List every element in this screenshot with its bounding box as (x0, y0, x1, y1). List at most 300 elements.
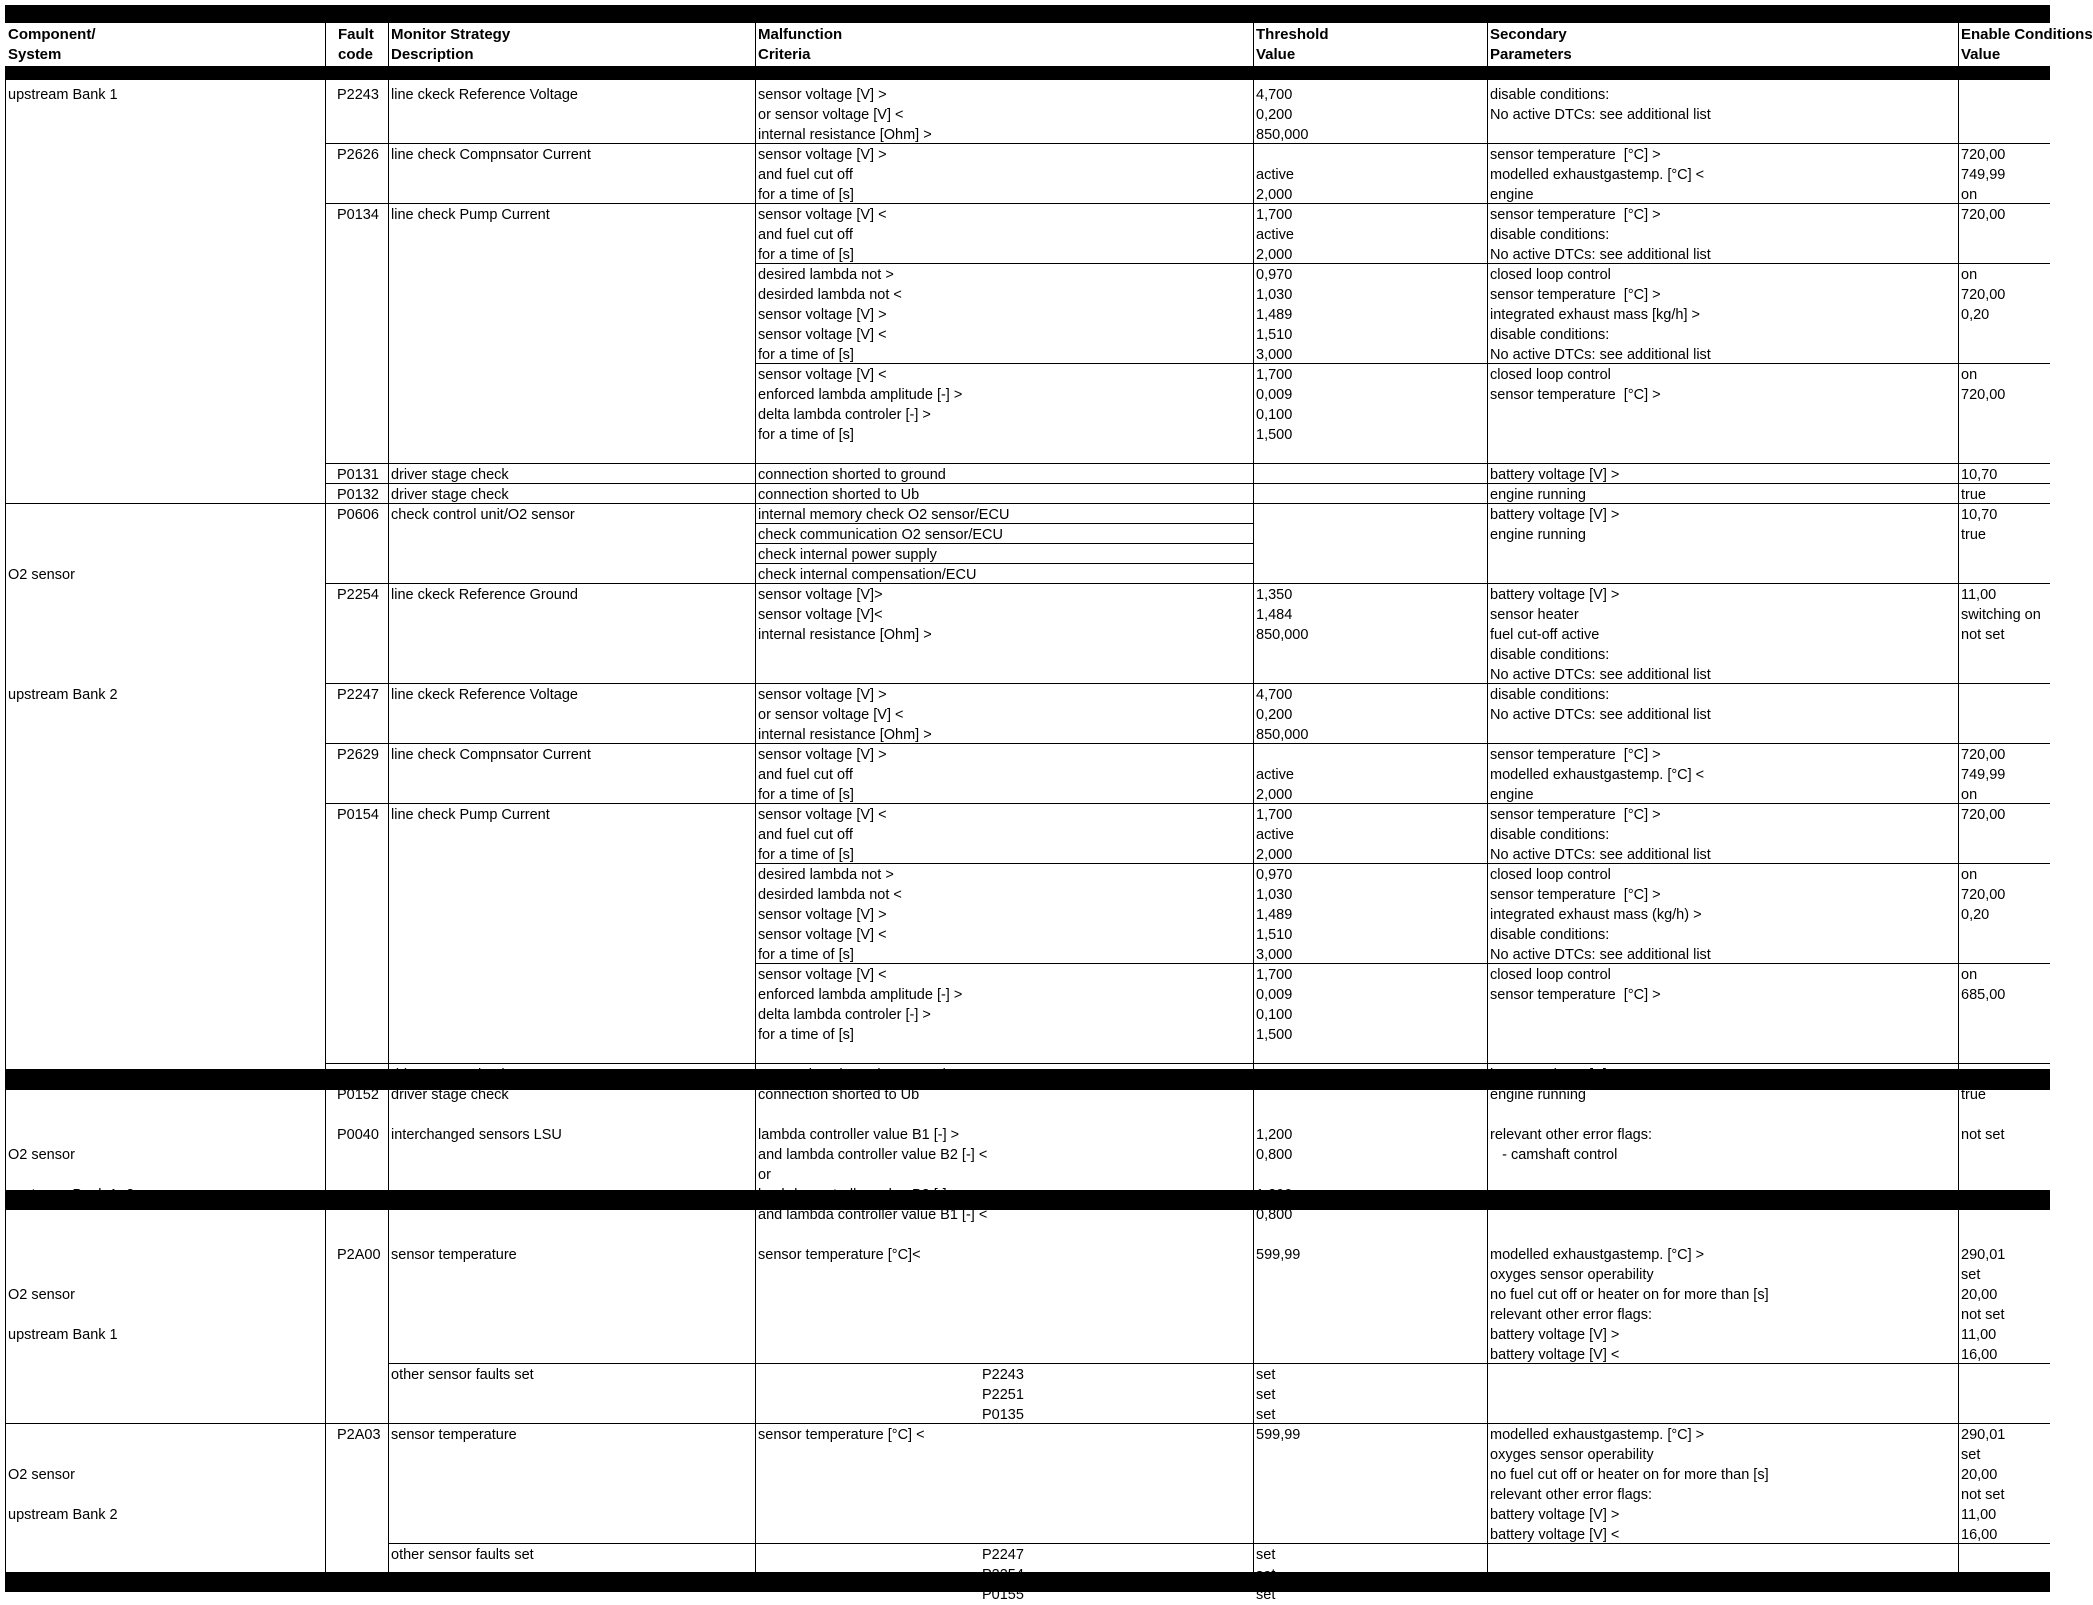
enable-value: 720,00 (1961, 887, 2006, 903)
column-divider (325, 80, 326, 1069)
malfunction-criterion: and fuel cut off (758, 767, 853, 783)
referenced-fault-code: P2254 (982, 1567, 1024, 1583)
referenced-fault-code: P2251 (982, 1387, 1024, 1403)
malfunction-criterion: sensor voltage [V] > (758, 687, 887, 703)
secondary-parameter: relevant other error flags: (1490, 1487, 1652, 1503)
monitor-description: driver stage check (391, 1067, 509, 1083)
threshold-value: 1,484 (1256, 607, 1293, 623)
header-criteria-line1: Malfunction (758, 26, 843, 43)
secondary-parameter: sensor temperature [°C] > (1490, 887, 1661, 903)
threshold-value: 4,700 (1256, 687, 1293, 703)
row-divider (325, 743, 2050, 744)
secondary-parameter: engine (1490, 187, 1534, 203)
row-divider (325, 143, 2050, 144)
fault-code: P2243 (337, 87, 379, 103)
enable-value: 0,20 (1961, 907, 1990, 923)
header-fault-line1: Fault (338, 26, 374, 43)
secondary-parameter: disable conditions: (1490, 327, 1610, 343)
referenced-fault-code: P2243 (982, 1367, 1024, 1383)
threshold-value: 0,009 (1256, 387, 1293, 403)
malfunction-criterion: or sensor voltage [V] < (758, 707, 904, 723)
threshold-value: 0,100 (1256, 1007, 1293, 1023)
threshold-value: 2,000 (1256, 187, 1293, 203)
enable-value: 290,01 (1961, 1247, 2006, 1263)
secondary-parameter: battery voltage [V] < (1490, 1527, 1620, 1543)
column-divider (1253, 1210, 1254, 1572)
secondary-parameter: battery voltage [V] < (1490, 1347, 1620, 1363)
secondary-parameter: sensor temperature [°C] > (1490, 147, 1661, 163)
malfunction-criterion: internal resistance [Ohm] > (758, 627, 932, 643)
malfunction-criterion: sensor voltage [V] > (758, 307, 887, 323)
fault-code: P2A00 (337, 1247, 381, 1263)
row-divider (325, 1083, 2050, 1084)
malfunction-criterion: desired lambda not > (758, 867, 894, 883)
row-divider (388, 1543, 2050, 1544)
malfunction-criterion: enforced lambda amplitude [-] > (758, 387, 963, 403)
secondary-parameter: No active DTCs: see additional list (1490, 707, 1711, 723)
malfunction-criterion: sensor voltage [V] > (758, 147, 887, 163)
threshold-value: active (1256, 227, 1294, 243)
secondary-parameter: - camshaft control (1490, 1147, 1618, 1163)
column-divider (388, 1090, 389, 1190)
threshold-value: set (1256, 1567, 1276, 1583)
header-column-divider (1958, 23, 1959, 66)
threshold-value: 1,200 (1256, 1127, 1293, 1143)
secondary-parameter: closed loop control (1490, 967, 1611, 983)
fault-code: P0606 (337, 507, 379, 523)
malfunction-criterion: sensor voltage [V] < (758, 807, 887, 823)
column-divider (1253, 1090, 1254, 1190)
malfunction-criterion: connection shorted to ground (758, 1067, 946, 1083)
separator-band (5, 1572, 2050, 1592)
secondary-parameter: integrated exhaust mass (kg/h) > (1490, 907, 1702, 923)
threshold-value: 1,200 (1256, 1187, 1293, 1203)
enable-value: 11,00 (1961, 1507, 1997, 1523)
fault-code: P0134 (337, 207, 379, 223)
monitor-description: driver stage check (391, 467, 509, 483)
secondary-parameter: No active DTCs: see additional list (1490, 847, 1711, 863)
malfunction-criterion: for a time of [s] (758, 847, 854, 863)
secondary-parameter: disable conditions: (1490, 87, 1610, 103)
subgroup-divider (755, 863, 2050, 864)
threshold-value: set (1256, 1407, 1276, 1423)
enable-value: 720,00 (1961, 807, 2006, 823)
fault-code: P0151 (337, 1067, 379, 1083)
secondary-parameter: sensor temperature [°C] > (1490, 807, 1661, 823)
threshold-value: 1,700 (1256, 807, 1293, 823)
malfunction-criterion: sensor voltage [V]< (758, 607, 883, 623)
column-divider (1958, 1210, 1959, 1572)
header-monitor-line1: Monitor Strategy (391, 26, 511, 43)
malfunction-criterion: sensor voltage [V] < (758, 367, 887, 383)
enable-value: 11,00 (1961, 1327, 1997, 1343)
malfunction-criterion: and fuel cut off (758, 827, 853, 843)
enable-value: set (1961, 1267, 1981, 1283)
secondary-parameter: battery voltage [V] > (1490, 587, 1620, 603)
secondary-parameter: No active DTCs: see additional list (1490, 107, 1711, 123)
secondary-parameter: no fuel cut off or heater on for more than [s] (1490, 1467, 1769, 1483)
malfunction-criterion: enforced lambda amplitude [-] > (758, 987, 963, 1003)
header-secondary-line2: Parameters (1490, 46, 1572, 63)
secondary-parameter: engine running (1490, 527, 1586, 543)
secondary-parameter: disable conditions: (1490, 227, 1610, 243)
malfunction-criterion: internal memory check O2 sensor/ECU (758, 507, 1010, 523)
threshold-value: 850,000 (1256, 627, 1309, 643)
malfunction-criterion: and fuel cut off (758, 167, 853, 183)
malfunction-criterion: sensor voltage [V] < (758, 967, 887, 983)
header-monitor-line2: Description (391, 46, 474, 63)
secondary-parameter: closed loop control (1490, 267, 1611, 283)
monitor-description: line ckeck Reference Ground (391, 587, 578, 603)
threshold-value: 0,970 (1256, 267, 1293, 283)
header-component-line1: Component/ (8, 26, 96, 43)
monitor-description: driver stage check (391, 1087, 509, 1103)
enable-value: switching on (1961, 607, 2041, 623)
malfunction-criterion: sensor voltage [V]> (758, 587, 883, 603)
referenced-fault-code: P2247 (982, 1547, 1024, 1563)
threshold-value: 2,000 (1256, 787, 1293, 803)
malfunction-criterion: or sensor voltage [V] < (758, 107, 904, 123)
threshold-value: set (1256, 1547, 1276, 1563)
enable-value: not set (1961, 1487, 2005, 1503)
monitor-description: interchanged sensors LSU (391, 1127, 562, 1143)
malfunction-criterion: delta lambda controler [-] > (758, 1007, 931, 1023)
secondary-parameter: disable conditions: (1490, 827, 1610, 843)
threshold-value: 1,489 (1256, 307, 1293, 323)
secondary-parameter: modelled exhaustgastemp. [°C] < (1490, 767, 1705, 783)
threshold-value: 1,700 (1256, 367, 1293, 383)
subgroup-divider (755, 963, 2050, 964)
malfunction-criterion: sensor temperature [°C] < (758, 1427, 925, 1443)
secondary-parameter: battery voltage [V] > (1490, 467, 1620, 483)
malfunction-criterion: sensor voltage [V] > (758, 747, 887, 763)
component-label: upstream Bank 2 (8, 1507, 118, 1523)
malfunction-criterion: internal resistance [Ohm] > (758, 727, 932, 743)
separator-band (5, 1069, 2050, 1090)
malfunction-criterion: sensor voltage [V] < (758, 207, 887, 223)
malfunction-criterion: for a time of [s] (758, 427, 854, 443)
enable-value: 16,00 (1961, 1527, 1998, 1543)
malfunction-criterion: connection shorted to Ub (758, 1087, 920, 1103)
row-divider (325, 463, 2050, 464)
malfunction-criterion: lambda controller value B2 [-] > (758, 1187, 960, 1203)
enable-value: set (1961, 1447, 1981, 1463)
secondary-parameter: engine running (1490, 1087, 1586, 1103)
enable-value: not set (1961, 1307, 2005, 1323)
enable-value: true (1961, 1087, 1986, 1103)
component-label: upstream Bank 1+2 (8, 1187, 135, 1203)
row-divider (325, 1063, 2050, 1064)
threshold-value: 0,970 (1256, 867, 1293, 883)
component-label: O2 sensor (8, 1287, 75, 1303)
enable-value: on (1961, 187, 1978, 203)
threshold-value: 3,000 (1256, 947, 1293, 963)
column-divider (1487, 80, 1488, 1069)
header-threshold-line1: Threshold (1256, 26, 1329, 43)
malfunction-criterion: lambda controller value B1 [-] > (758, 1127, 960, 1143)
malfunction-criterion: check internal power supply (758, 547, 937, 563)
enable-value: 0,20 (1961, 307, 1990, 323)
fault-code: P2626 (337, 147, 379, 163)
component-divider (5, 503, 325, 504)
threshold-value: 4,700 (1256, 87, 1293, 103)
column-divider (1487, 1210, 1488, 1572)
secondary-parameter: engine (1490, 787, 1534, 803)
threshold-value: set (1256, 1587, 1276, 1603)
enable-value: true (1961, 527, 1986, 543)
enable-value: 685,00 (1961, 987, 2006, 1003)
separator-band (5, 1190, 2050, 1210)
threshold-value: 599,99 (1256, 1247, 1301, 1263)
threshold-value: active (1256, 767, 1294, 783)
enable-value: on (1961, 967, 1978, 983)
secondary-parameter: modelled exhaustgastemp. [°C] > (1490, 1427, 1705, 1443)
column-divider (388, 80, 389, 1069)
secondary-parameter: engine running (1490, 487, 1586, 503)
threshold-value: 850,000 (1256, 127, 1309, 143)
malfunction-criterion: for a time of [s] (758, 187, 854, 203)
monitor-description: check control unit/O2 sensor (391, 507, 575, 523)
column-divider (755, 1090, 756, 1190)
referenced-fault-code: P0155 (982, 1587, 1024, 1603)
subgroup-divider (755, 263, 2050, 264)
monitor-description: line check Pump Current (391, 807, 550, 823)
secondary-parameter: sensor temperature [°C] > (1490, 987, 1661, 1003)
column-divider (1487, 1090, 1488, 1190)
secondary-parameter: No active DTCs: see additional list (1490, 247, 1711, 263)
enable-value: not set (1961, 627, 2005, 643)
enable-value: on (1961, 267, 1978, 283)
column-divider (325, 1210, 326, 1572)
secondary-parameter: closed loop control (1490, 367, 1611, 383)
column-divider (755, 1210, 756, 1572)
secondary-parameter: disable conditions: (1490, 927, 1610, 943)
secondary-parameter: relevant other error flags: (1490, 1127, 1652, 1143)
row-divider (325, 503, 2050, 504)
enable-value: 16,00 (1961, 1347, 1998, 1363)
threshold-value: 599,99 (1256, 1427, 1301, 1443)
threshold-value: 2,000 (1256, 847, 1293, 863)
secondary-parameter: battery voltage [V] > (1490, 1507, 1620, 1523)
malfunction-criterion: connection shorted to Ub (758, 487, 920, 503)
threshold-value: 1,030 (1256, 887, 1293, 903)
component-label: upstream Bank 1 (8, 87, 118, 103)
component-label: O2 sensor (8, 1147, 75, 1163)
secondary-parameter: modelled exhaustgastemp. [°C] < (1490, 167, 1705, 183)
enable-value: true (1961, 487, 1986, 503)
header-enable-line2: Value (1961, 46, 2001, 63)
row-divider (5, 1423, 2050, 1424)
enable-value: 290,01 (1961, 1427, 2006, 1443)
threshold-value: 3,000 (1256, 347, 1293, 363)
fault-code: P2629 (337, 747, 379, 763)
column-divider (325, 1090, 326, 1190)
fault-code: P2247 (337, 687, 379, 703)
malfunction-criterion: desired lambda not > (758, 267, 894, 283)
secondary-parameter: relevant other error flags: (1490, 1307, 1652, 1323)
enable-value: on (1961, 367, 1978, 383)
secondary-parameter: disable conditions: (1490, 687, 1610, 703)
threshold-value: 0,100 (1256, 407, 1293, 423)
threshold-value: 1,700 (1256, 967, 1293, 983)
table-left-border (5, 1210, 6, 1572)
malfunction-criterion: connection shorted to ground (758, 467, 946, 483)
threshold-value: set (1256, 1387, 1276, 1403)
threshold-value: set (1256, 1367, 1276, 1383)
header-threshold-line2: Value (1256, 46, 1296, 63)
column-divider (1253, 80, 1254, 1069)
fault-code: P2A03 (337, 1427, 381, 1443)
enable-value: 749,99 (1961, 167, 2006, 183)
component-label: O2 sensor (8, 567, 75, 583)
secondary-parameter: no fuel cut off or heater on for more than [s] (1490, 1287, 1769, 1303)
component-label: upstream Bank 2 (8, 687, 118, 703)
enable-value: 720,00 (1961, 207, 2006, 223)
header-secondary-line1: Secondary (1490, 26, 1567, 43)
malfunction-criterion: check internal compensation/ECU (758, 567, 977, 583)
column-divider (1958, 80, 1959, 1069)
malfunction-criterion: for a time of [s] (758, 347, 854, 363)
secondary-parameter: oxyges sensor operability (1490, 1447, 1654, 1463)
malfunction-criterion: and lambda controller value B2 [-] < (758, 1147, 988, 1163)
secondary-parameter: disable conditions: (1490, 647, 1610, 663)
malfunction-criterion: internal resistance [Ohm] > (758, 127, 932, 143)
threshold-value: 1,700 (1256, 207, 1293, 223)
secondary-parameter: battery voltage [V] > (1490, 1067, 1620, 1083)
threshold-value: 0,009 (1256, 987, 1293, 1003)
threshold-value: active (1256, 167, 1294, 183)
fault-code: P0132 (337, 487, 379, 503)
malfunction-criterion: check communication O2 sensor/ECU (758, 527, 1003, 543)
fault-code: P0154 (337, 807, 379, 823)
column-divider (1958, 1090, 1959, 1190)
threshold-value: 1,510 (1256, 927, 1293, 943)
fault-code: P0040 (337, 1127, 379, 1143)
fault-code: P2254 (337, 587, 379, 603)
header-column-divider (1487, 23, 1488, 66)
enable-value: 720,00 (1961, 747, 2006, 763)
secondary-parameter: sensor heater (1490, 607, 1579, 623)
enable-value: 720,00 (1961, 387, 2006, 403)
monitor-description: line check Compnsator Current (391, 147, 591, 163)
monitor-description: line check Pump Current (391, 207, 550, 223)
threshold-value: 2,000 (1256, 247, 1293, 263)
row-divider (325, 583, 2050, 584)
malfunction-criterion: for a time of [s] (758, 787, 854, 803)
threshold-value: 0,200 (1256, 107, 1293, 123)
secondary-parameter: battery voltage [V] > (1490, 1327, 1620, 1343)
malfunction-criterion: for a time of [s] (758, 1027, 854, 1043)
column-divider (755, 80, 756, 1069)
secondary-parameter: battery voltage [V] > (1490, 507, 1620, 523)
separator-band (5, 5, 2050, 23)
column-divider (388, 1210, 389, 1572)
secondary-parameter: sensor temperature [°C] > (1490, 747, 1661, 763)
malfunction-criterion: sensor temperature [°C]< (758, 1247, 921, 1263)
malfunction-criterion: desirded lambda not < (758, 287, 902, 303)
secondary-parameter: integrated exhaust mass [kg/h] > (1490, 307, 1700, 323)
monitor-description: line ckeck Reference Voltage (391, 87, 578, 103)
secondary-parameter: No active DTCs: see additional list (1490, 667, 1711, 683)
secondary-parameter: No active DTCs: see additional list (1490, 947, 1711, 963)
fault-code: P0131 (337, 467, 379, 483)
monitor-description: line check Compnsator Current (391, 747, 591, 763)
enable-value: 720,00 (1961, 147, 2006, 163)
header-column-divider (755, 23, 756, 66)
header-column-divider (325, 23, 326, 66)
separator-band (5, 66, 2050, 80)
secondary-parameter: modelled exhaustgastemp. [°C] > (1490, 1247, 1705, 1263)
threshold-value: 1,500 (1256, 1027, 1293, 1043)
header-column-divider (388, 23, 389, 66)
monitor-description: other sensor faults set (391, 1547, 534, 1563)
monitor-description: sensor temperature (391, 1427, 517, 1443)
threshold-value: active (1256, 827, 1294, 843)
malfunction-criterion: sensor voltage [V] < (758, 927, 887, 943)
threshold-value: 1,489 (1256, 907, 1293, 923)
row-divider (325, 483, 2050, 484)
secondary-parameter: oxyges sensor operability (1490, 1267, 1654, 1283)
secondary-parameter: closed loop control (1490, 867, 1611, 883)
row-divider (388, 1363, 2050, 1364)
enable-value: 10,70 (1961, 1067, 1998, 1083)
referenced-fault-code: P0135 (982, 1407, 1024, 1423)
header-component-line2: System (8, 46, 62, 63)
malfunction-criterion: or (758, 1167, 771, 1183)
fault-code: P0152 (337, 1087, 379, 1103)
secondary-parameter: fuel cut-off active (1490, 627, 1600, 643)
component-label: O2 sensor (8, 1467, 75, 1483)
secondary-parameter: sensor temperature [°C] > (1490, 207, 1661, 223)
row-divider (325, 683, 2050, 684)
enable-value: 20,00 (1961, 1467, 1998, 1483)
header-fault-line2: code (338, 46, 374, 63)
enable-value: on (1961, 787, 1978, 803)
secondary-parameter: sensor temperature [°C] > (1490, 387, 1661, 403)
threshold-value: 1,510 (1256, 327, 1293, 343)
threshold-value: 0,800 (1256, 1147, 1293, 1163)
enable-value: 11,00 (1961, 587, 1997, 603)
header-criteria-line2: Criteria (758, 46, 811, 63)
row-divider (325, 203, 2050, 204)
threshold-value: 1,350 (1256, 587, 1293, 603)
monitor-description: other sensor faults set (391, 1367, 534, 1383)
malfunction-criterion: delta lambda controler [-] > (758, 407, 931, 423)
enable-value: 749,99 (1961, 767, 2006, 783)
threshold-value: 0,800 (1256, 1207, 1293, 1223)
malfunction-criterion: sensor voltage [V] > (758, 87, 887, 103)
header-column-divider (1253, 23, 1254, 66)
malfunction-criterion: for a time of [s] (758, 947, 854, 963)
enable-value: 10,70 (1961, 507, 1998, 523)
threshold-value: 0,200 (1256, 707, 1293, 723)
enable-value: not set (1961, 1127, 2005, 1143)
enable-value: 20,00 (1961, 1287, 1998, 1303)
enable-value: 10,70 (1961, 467, 1998, 483)
secondary-parameter: No active DTCs: see additional list (1490, 347, 1711, 363)
threshold-value: 1,500 (1256, 427, 1293, 443)
malfunction-criterion: sensor voltage [V] < (758, 327, 887, 343)
table-left-border (5, 1090, 6, 1190)
malfunction-criterion: sensor voltage [V] > (758, 907, 887, 923)
monitor-description: sensor temperature (391, 1247, 517, 1263)
subgroup-divider (755, 363, 2050, 364)
malfunction-criterion: and lambda controller value B1 [-] < (758, 1207, 988, 1223)
malfunction-criterion: and fuel cut off (758, 227, 853, 243)
header-enable-line1: Enable Conditions (1961, 26, 2093, 43)
enable-value: on (1961, 867, 1978, 883)
table-left-border (5, 80, 6, 1069)
